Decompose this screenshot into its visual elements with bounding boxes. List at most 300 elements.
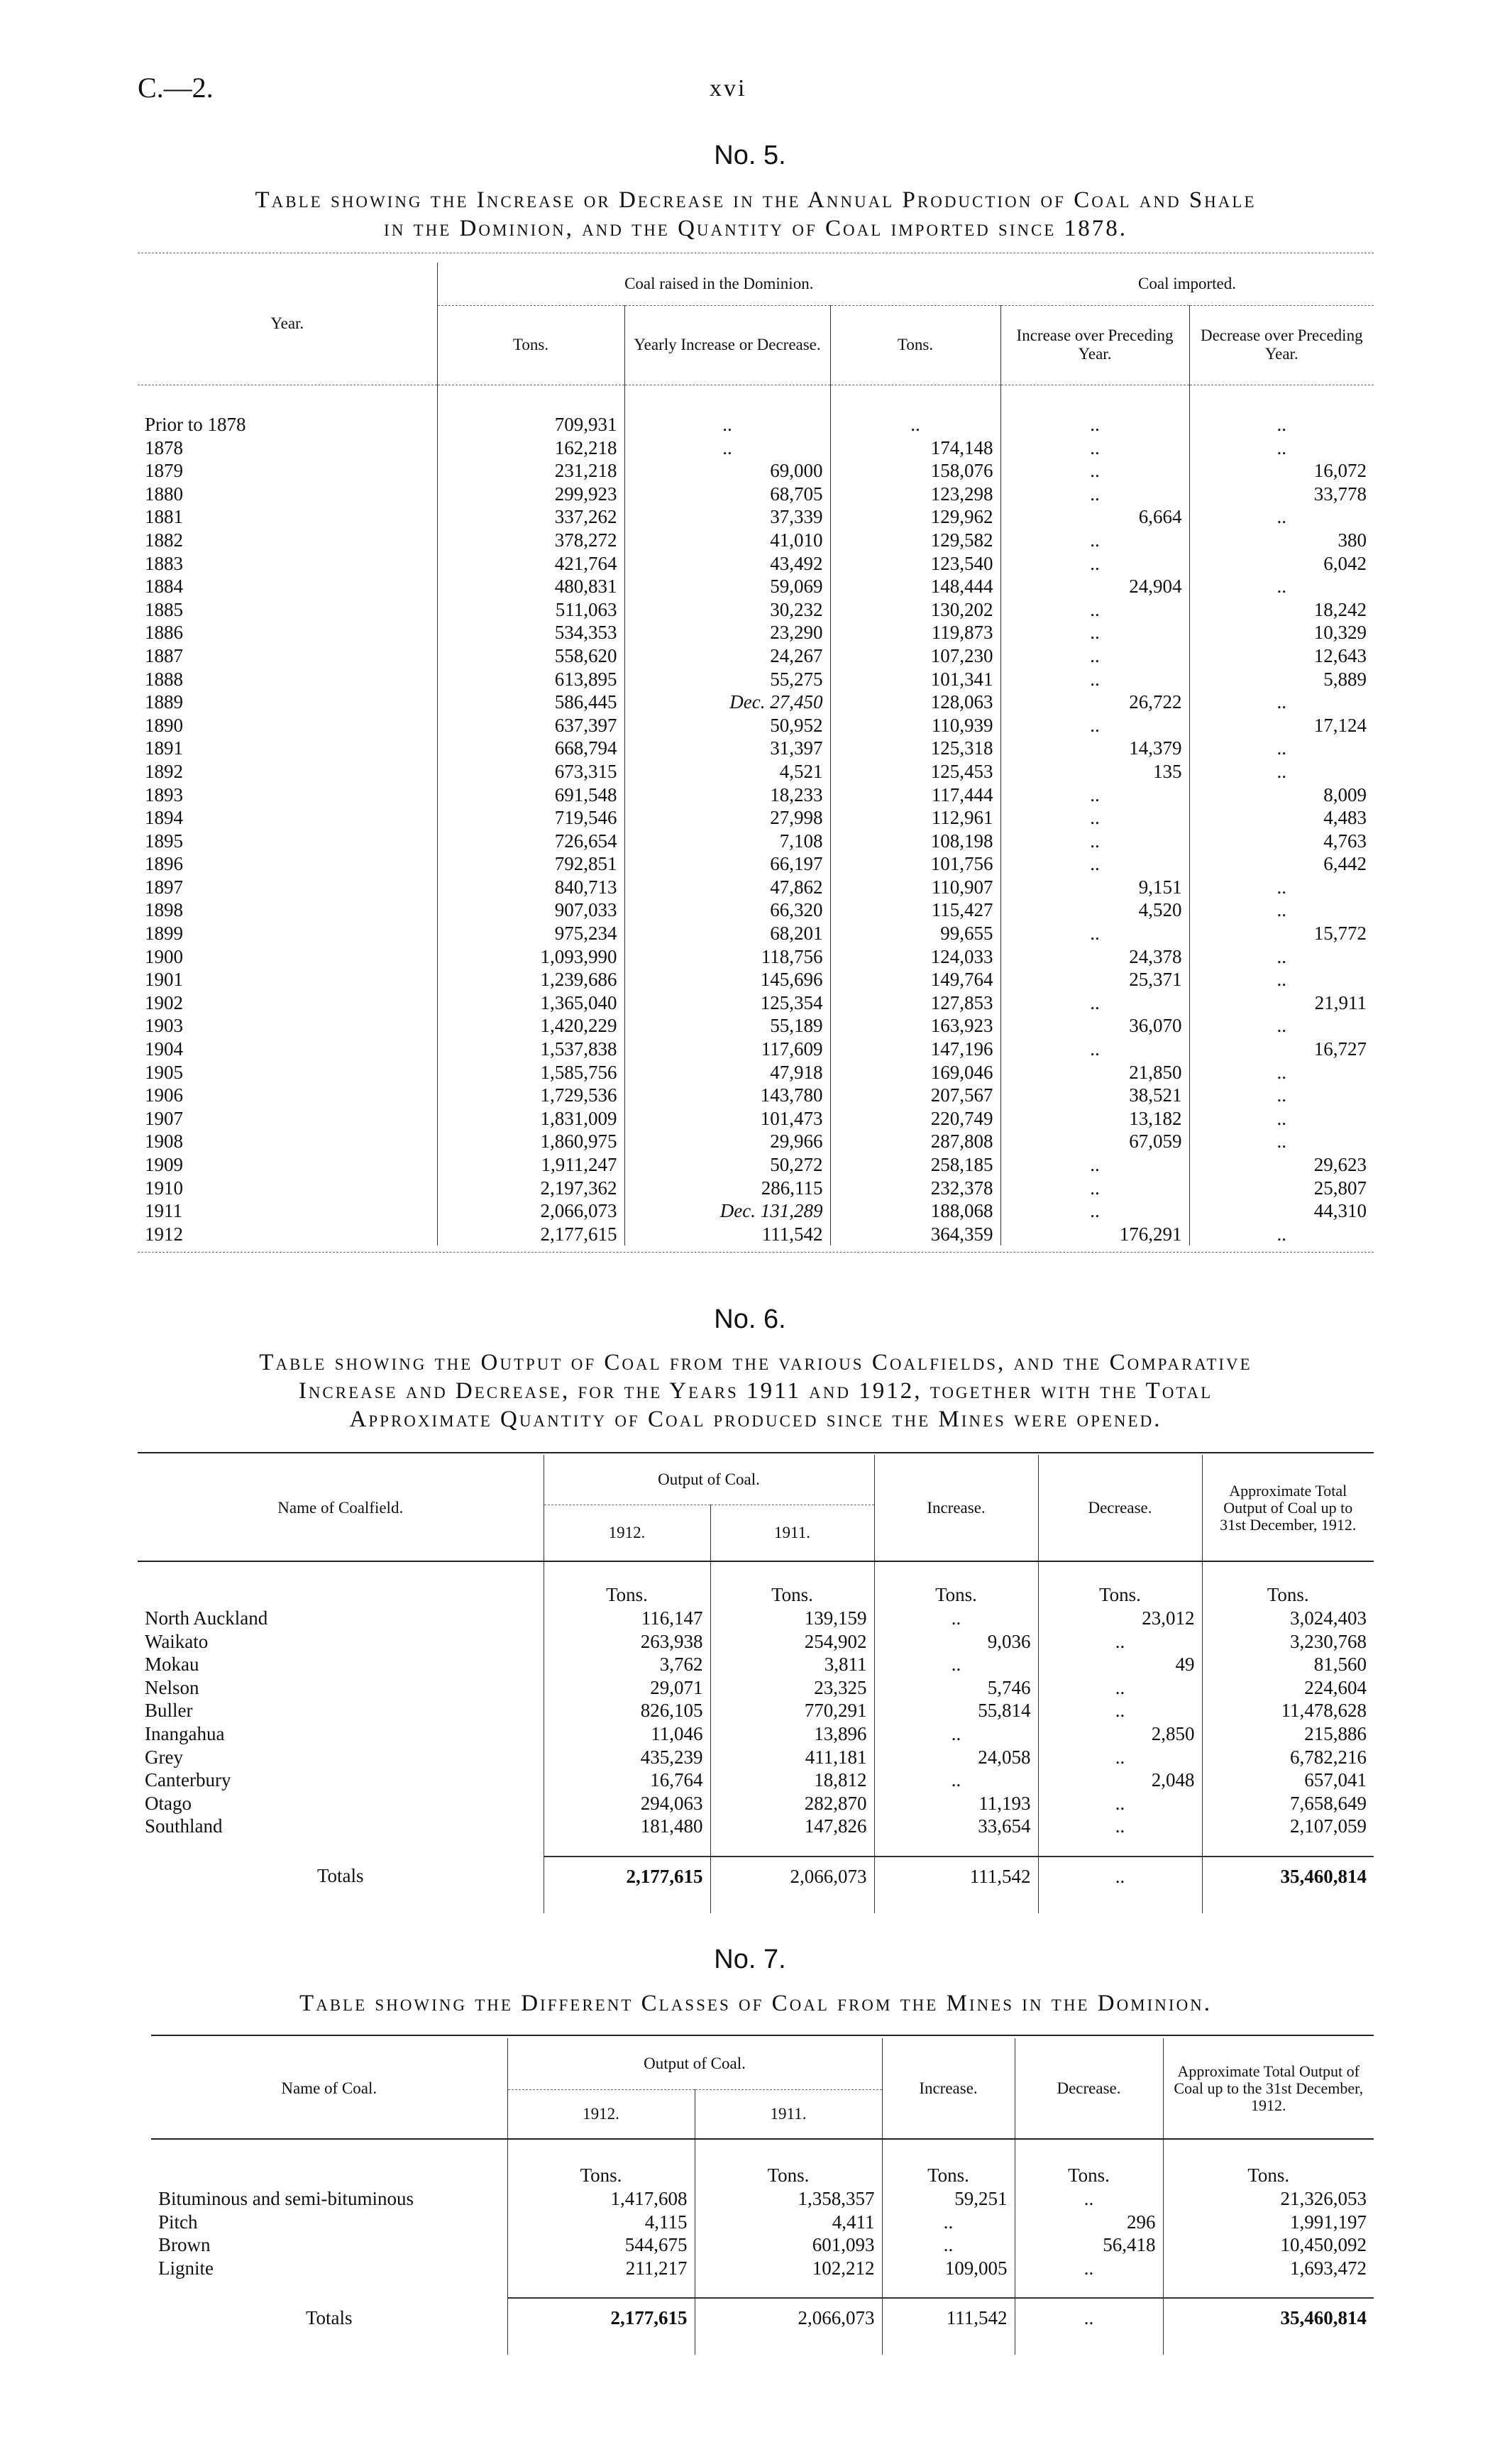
row-value: 364,359 (830, 1223, 1000, 1246)
header-1912: 1912. (544, 1505, 710, 1561)
row-value: 33,778 (1189, 483, 1374, 506)
total-value: 35,460,814 (1163, 2298, 1374, 2338)
row-value: .. (1038, 1746, 1202, 1769)
row-value: .. (1189, 968, 1374, 991)
table-row (138, 1223, 1374, 1246)
table5-title-line2: in the Dominion, and the Quantity of Coal imported since 1878. (384, 216, 1127, 241)
row-value: 207,567 (830, 1084, 1000, 1107)
row-label: 1887 (145, 644, 183, 666)
row-value: 826,105 (544, 1699, 710, 1722)
row-value: 59,251 (882, 2187, 1015, 2211)
row-label: 1897 (145, 876, 183, 898)
row-value: .. (874, 1653, 1038, 1676)
row-value: 282,870 (710, 1792, 874, 1815)
table-row (138, 1630, 1374, 1654)
row-value: .. (874, 1607, 1038, 1630)
row-value: 4,763 (1189, 830, 1374, 853)
row-value: 534,353 (437, 621, 624, 644)
row-label: Nelson (145, 1676, 199, 1698)
row-label: 1910 (145, 1177, 183, 1199)
table-row (138, 968, 1374, 991)
row-label: 1888 (145, 668, 183, 690)
row-label: Grey (145, 1746, 183, 1768)
table-row (138, 830, 1374, 853)
row-value: 31,397 (624, 737, 830, 760)
table6-title-line2: Increase and Decrease, for the Years 1911 and 1912, together with the Total (298, 1378, 1213, 1404)
row-value: 102,212 (695, 2257, 882, 2280)
row-value: .. (1000, 621, 1189, 644)
unit-label: Tons. (1163, 2163, 1374, 2187)
row-value: 26,722 (1000, 691, 1189, 714)
row-label: Bituminous and semi-bituminous (158, 2188, 414, 2209)
table-row (138, 1746, 1374, 1769)
row-value: 4,520 (1000, 898, 1189, 922)
row-value: 47,862 (624, 876, 830, 899)
row-value: 69,000 (624, 459, 830, 483)
row-label: Southland (145, 1815, 223, 1837)
row-value: 558,620 (437, 644, 624, 668)
row-value: .. (1015, 2257, 1163, 2280)
row-value: 2,850 (1038, 1722, 1202, 1746)
unit-label: Tons. (507, 2163, 695, 2187)
row-value: 147,826 (710, 1815, 874, 1838)
row-label: 1909 (145, 1154, 183, 1175)
row-value: 176,291 (1000, 1223, 1189, 1246)
row-value: 21,850 (1000, 1061, 1189, 1084)
row-value: 108,198 (830, 830, 1000, 853)
row-value: .. (1038, 1676, 1202, 1700)
table-row (138, 1199, 1374, 1223)
total-value: 35,460,814 (1202, 1857, 1374, 1896)
section-code: C.—2. (138, 72, 214, 104)
row-label: Otago (145, 1792, 192, 1814)
row-value: 673,315 (437, 760, 624, 783)
row-value: .. (1038, 1699, 1202, 1722)
row-value: 1,358,357 (695, 2187, 882, 2211)
row-label: Inangahua (145, 1722, 225, 1744)
table-row (138, 1607, 1374, 1630)
table-row (138, 945, 1374, 969)
row-value: 3,230,768 (1202, 1630, 1374, 1654)
row-value: 55,814 (874, 1699, 1038, 1722)
row-value: 224,604 (1202, 1676, 1374, 1700)
total-value: 2,066,073 (695, 2298, 882, 2338)
row-label: Mokau (145, 1654, 199, 1676)
row-value: .. (1000, 529, 1189, 552)
row-value: 116,147 (544, 1607, 710, 1630)
row-value: 380 (1189, 529, 1374, 552)
header-year: Year. (270, 314, 304, 332)
table-row (138, 898, 1374, 922)
row-value: 13,182 (1000, 1107, 1189, 1131)
row-value: 18,233 (624, 783, 830, 807)
row-value: 115,427 (830, 898, 1000, 922)
table-row (138, 1107, 1374, 1131)
row-value: Dec. 27,450 (624, 691, 830, 714)
table7 (151, 2038, 1374, 2355)
row-value: 117,609 (624, 1038, 830, 1061)
table-row (138, 991, 1374, 1015)
row-value: 337,262 (437, 505, 624, 529)
row-label: 1907 (145, 1107, 183, 1129)
table-row (151, 2211, 1374, 2234)
row-value: 24,378 (1000, 945, 1189, 969)
header-approx-total: Approximate Total Output of Coal up to 31st December, 1912. (1202, 1455, 1374, 1561)
row-value: 119,873 (830, 621, 1000, 644)
row-value: 143,780 (624, 1084, 830, 1107)
table-row (138, 737, 1374, 760)
row-value: 162,218 (437, 436, 624, 460)
table-row (138, 922, 1374, 945)
row-value: 1,417,608 (507, 2187, 695, 2211)
row-value: 10,450,092 (1163, 2233, 1374, 2257)
totals-label: Totals (305, 2306, 353, 2328)
row-value: 123,298 (830, 483, 1000, 506)
table-row (138, 1653, 1374, 1676)
row-label: 1898 (145, 899, 183, 921)
row-value: 117,444 (830, 783, 1000, 807)
row-value: 124,033 (830, 945, 1000, 969)
table-row (151, 2233, 1374, 2257)
row-value: .. (1000, 922, 1189, 945)
row-value: 145,696 (624, 968, 830, 991)
row-value: 125,318 (830, 737, 1000, 760)
row-label: 1880 (145, 483, 183, 505)
row-value: 411,181 (710, 1746, 874, 1769)
row-value: .. (1189, 1014, 1374, 1038)
row-value: 2,107,059 (1202, 1815, 1374, 1838)
row-value: 586,445 (437, 691, 624, 714)
table6-title-line3: Approximate Quantity of Coal produced since the Mines were opened. (349, 1407, 1162, 1432)
row-value: 4,483 (1189, 806, 1374, 830)
row-label: 1885 (145, 598, 183, 620)
row-value: 27,998 (624, 806, 830, 830)
table5 (138, 263, 1374, 1245)
row-value: 299,923 (437, 483, 624, 506)
row-value: .. (1000, 1177, 1189, 1200)
row-value: 220,749 (830, 1107, 1000, 1131)
row-value: 23,290 (624, 621, 830, 644)
row-value: 1,831,009 (437, 1107, 624, 1131)
row-value: 25,807 (1189, 1177, 1374, 1200)
row-value: 613,895 (437, 668, 624, 691)
table-row (151, 2257, 1374, 2280)
row-value: .. (882, 2233, 1015, 2257)
row-value: 1,585,756 (437, 1061, 624, 1084)
row-value: 8,009 (1189, 783, 1374, 807)
row-value: .. (1000, 552, 1189, 576)
table-row (151, 2187, 1374, 2211)
row-label: 1883 (145, 552, 183, 574)
row-value: 68,201 (624, 922, 830, 945)
table5-number: No. 5. (714, 141, 786, 170)
table-row (138, 714, 1374, 737)
row-value: 511,063 (437, 598, 624, 622)
row-value: 112,961 (830, 806, 1000, 830)
total-value: .. (1038, 1857, 1202, 1896)
row-value: 6,042 (1189, 552, 1374, 576)
row-value: 287,808 (830, 1130, 1000, 1153)
row-value: 169,046 (830, 1061, 1000, 1084)
row-value: 6,442 (1189, 852, 1374, 876)
table-row (138, 1153, 1374, 1177)
row-value: 101,341 (830, 668, 1000, 691)
row-value: .. (1000, 668, 1189, 691)
row-value: 1,860,975 (437, 1130, 624, 1153)
row-label: 1902 (145, 991, 183, 1013)
row-label: 1890 (145, 714, 183, 736)
table-row (138, 852, 1374, 876)
header-decrease-over: Decrease over Preceding Year. (1189, 305, 1374, 385)
header-1912: 1912. (507, 2089, 695, 2139)
row-value: 24,267 (624, 644, 830, 668)
row-value: 55,275 (624, 668, 830, 691)
row-value: .. (1189, 1130, 1374, 1153)
row-value: 296 (1015, 2211, 1163, 2234)
row-value: .. (874, 1769, 1038, 1792)
row-value: 15,772 (1189, 922, 1374, 945)
row-value: .. (1000, 714, 1189, 737)
row-value: 601,093 (695, 2233, 882, 2257)
total-value: 2,066,073 (710, 1857, 874, 1896)
table-row (138, 644, 1374, 668)
row-value: 24,058 (874, 1746, 1038, 1769)
row-label: Prior to 1878 (145, 414, 246, 435)
row-label: Buller (145, 1700, 193, 1722)
table6-body (138, 1607, 1374, 1838)
row-value: 109,005 (882, 2257, 1015, 2280)
row-label: Brown (158, 2234, 211, 2256)
row-label: 1901 (145, 969, 183, 991)
unit-label: Tons. (544, 1583, 710, 1607)
row-value: 66,320 (624, 898, 830, 922)
row-value: 840,713 (437, 876, 624, 899)
row-value: 975,234 (437, 922, 624, 945)
row-value: 107,230 (830, 644, 1000, 668)
row-value: 101,473 (624, 1107, 830, 1131)
table-row (138, 1699, 1374, 1722)
row-value: .. (1000, 413, 1189, 436)
row-value: 907,033 (437, 898, 624, 922)
table-row (138, 459, 1374, 483)
row-value: 3,811 (710, 1653, 874, 1676)
total-value: 111,542 (874, 1857, 1038, 1896)
row-value: 4,411 (695, 2211, 882, 2234)
row-label: 1882 (145, 529, 183, 551)
row-value: 215,886 (1202, 1722, 1374, 1746)
row-value: 13,896 (710, 1722, 874, 1746)
header-increase: Increase. (882, 2038, 1015, 2139)
row-value: .. (1000, 436, 1189, 460)
row-label: Lignite (158, 2257, 214, 2279)
row-value: 1,693,472 (1163, 2257, 1374, 2280)
row-value: .. (1189, 760, 1374, 783)
row-value: 29,071 (544, 1676, 710, 1700)
row-value: 18,242 (1189, 598, 1374, 622)
row-value: .. (1000, 806, 1189, 830)
row-value: 33,654 (874, 1815, 1038, 1838)
row-label: North Auckland (145, 1607, 268, 1629)
row-value: 2,177,615 (437, 1223, 624, 1246)
table5-title-line1: Table showing the Increase or Decrease in the Annual Production of Coal and Shale (255, 187, 1257, 213)
row-value: 1,093,990 (437, 945, 624, 969)
row-value: 147,196 (830, 1038, 1000, 1061)
table6-totals (138, 1838, 1374, 1913)
header-coal-name: Name of Coal. (281, 2079, 377, 2097)
row-value: 118,756 (624, 945, 830, 969)
row-value: 421,764 (437, 552, 624, 576)
row-value: 21,326,053 (1163, 2187, 1374, 2211)
row-value: 149,764 (830, 968, 1000, 991)
row-value: 29,966 (624, 1130, 830, 1153)
header-decrease: Decrease. (1015, 2038, 1163, 2139)
header-output: Output of Coal. (507, 2038, 882, 2089)
row-label: 1886 (145, 622, 183, 644)
row-value: 18,812 (710, 1769, 874, 1792)
row-value: 7,658,649 (1202, 1792, 1374, 1815)
row-value: .. (1189, 691, 1374, 714)
row-value: 16,727 (1189, 1038, 1374, 1061)
row-label: 1906 (145, 1084, 183, 1106)
row-value: .. (1189, 737, 1374, 760)
units-row (138, 1583, 1374, 1607)
row-value: 2,066,073 (437, 1199, 624, 1223)
row-value: 657,041 (1202, 1769, 1374, 1792)
row-value: 10,329 (1189, 621, 1374, 644)
table-row (138, 1792, 1374, 1815)
row-value: 110,907 (830, 876, 1000, 899)
table-row (138, 1061, 1374, 1084)
table-row (138, 760, 1374, 783)
row-label: 1893 (145, 783, 183, 805)
unit-label: Tons. (882, 2163, 1015, 2187)
total-value: .. (1015, 2298, 1163, 2338)
table7-number: No. 7. (714, 1945, 786, 1974)
row-value: .. (1189, 1061, 1374, 1084)
row-value: 668,794 (437, 737, 624, 760)
row-value: 110,939 (830, 714, 1000, 737)
row-value: 38,521 (1000, 1084, 1189, 1107)
table-row (138, 1130, 1374, 1153)
row-label: Canterbury (145, 1769, 231, 1791)
row-value: 2,197,362 (437, 1177, 624, 1200)
row-value: 30,232 (624, 598, 830, 622)
row-value: 50,272 (624, 1153, 830, 1177)
row-label: Waikato (145, 1630, 209, 1652)
row-value: 378,272 (437, 529, 624, 552)
table6-number: No. 6. (714, 1304, 786, 1334)
row-label: 1891 (145, 737, 183, 759)
row-value: 23,325 (710, 1676, 874, 1700)
header-coal-raised: Coal raised in the Dominion. (437, 263, 1000, 305)
table-row (138, 876, 1374, 899)
header-increase-over: Increase over Preceding Year. (1000, 305, 1189, 385)
row-label: 1892 (145, 760, 183, 782)
row-value: 9,151 (1000, 876, 1189, 899)
row-label: 1881 (145, 506, 183, 528)
page-number: xvi (710, 75, 747, 101)
row-value: 174,148 (830, 436, 1000, 460)
row-value: 50,952 (624, 714, 830, 737)
unit-label: Tons. (1015, 2163, 1163, 2187)
header-output: Output of Coal. (544, 1455, 874, 1505)
row-value: 111,542 (624, 1223, 830, 1246)
row-value: 480,831 (437, 575, 624, 598)
row-label: 1896 (145, 853, 183, 875)
row-value: 1,420,229 (437, 1014, 624, 1038)
table-row (138, 806, 1374, 830)
table6-title-line1: Table showing the Output of Coal from the various Coalfields, and the Comparative (259, 1350, 1252, 1375)
row-label: 1900 (145, 945, 183, 967)
row-value: 25,371 (1000, 968, 1189, 991)
table-row (138, 505, 1374, 529)
row-value: .. (1189, 436, 1374, 460)
table-row (138, 1722, 1374, 1746)
row-value: 129,962 (830, 505, 1000, 529)
row-value: 163,923 (830, 1014, 1000, 1038)
row-value: .. (1000, 483, 1189, 506)
row-value: .. (1038, 1815, 1202, 1838)
row-value: 7,108 (624, 830, 830, 853)
row-value: 2,048 (1038, 1769, 1202, 1792)
row-value: 11,478,628 (1202, 1699, 1374, 1722)
row-value: 1,991,197 (1163, 2211, 1374, 2234)
total-value: 2,177,615 (544, 1857, 710, 1896)
unit-label: Tons. (695, 2163, 882, 2187)
table-row (138, 1014, 1374, 1038)
row-value: 726,654 (437, 830, 624, 853)
row-value: 3,762 (544, 1653, 710, 1676)
row-value: 16,072 (1189, 459, 1374, 483)
row-value: .. (624, 436, 830, 460)
row-value: 139,159 (710, 1607, 874, 1630)
table5-body (138, 413, 1374, 1245)
row-value: 5,889 (1189, 668, 1374, 691)
row-value: .. (1000, 830, 1189, 853)
header-coal-imported: Coal imported. (1138, 274, 1237, 292)
row-value: 258,185 (830, 1153, 1000, 1177)
row-value: 55,189 (624, 1014, 830, 1038)
table-row (138, 1815, 1374, 1838)
table-row (138, 668, 1374, 691)
row-value: 6,782,216 (1202, 1746, 1374, 1769)
row-label: 1894 (145, 807, 183, 829)
table-row (138, 783, 1374, 807)
row-value: 1,911,247 (437, 1153, 624, 1177)
row-value: 637,397 (437, 714, 624, 737)
row-value: 709,931 (437, 413, 624, 436)
row-label: 1899 (145, 923, 183, 945)
row-label: 1905 (145, 1061, 183, 1083)
row-value: 544,675 (507, 2233, 695, 2257)
row-label: 1879 (145, 460, 183, 482)
row-value: 59,069 (624, 575, 830, 598)
unit-label: Tons. (1038, 1583, 1202, 1607)
row-value: 37,339 (624, 505, 830, 529)
row-label: 1884 (145, 576, 183, 598)
row-value: 128,063 (830, 691, 1000, 714)
row-value: 232,378 (830, 1177, 1000, 1200)
table6 (138, 1455, 1374, 1913)
row-value: 81,560 (1202, 1653, 1374, 1676)
row-value: 14,379 (1000, 737, 1189, 760)
row-value: 17,124 (1189, 714, 1374, 737)
total-value: 111,542 (882, 2298, 1015, 2338)
row-value: 211,217 (507, 2257, 695, 2280)
row-value: .. (1189, 945, 1374, 969)
units-row (151, 2163, 1374, 2187)
row-value: 130,202 (830, 598, 1000, 622)
